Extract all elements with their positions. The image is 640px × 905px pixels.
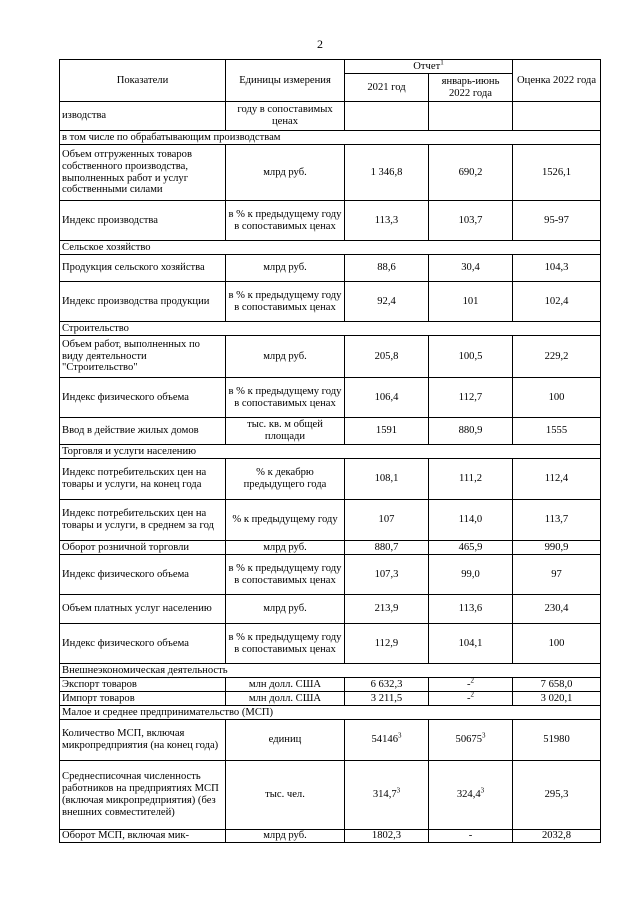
value-estimate-cell <box>513 761 601 830</box>
table-row <box>60 624 601 664</box>
indicator-cell <box>60 201 226 241</box>
value-2021-cell-text: 880,7 <box>374 541 399 553</box>
value-estimate-cell-text: 2032,8 <box>541 830 572 842</box>
value-estimate-cell-text: 229,2 <box>544 350 569 362</box>
value-2021-cell-text: 108,1 <box>374 473 399 485</box>
value-estimate-cell-text: 97 <box>551 568 562 580</box>
value-estimate-cell <box>513 555 601 595</box>
value-2021-cell <box>345 282 429 322</box>
indicator-cell-text: Экспорт товаров <box>62 678 137 690</box>
section-row <box>60 664 601 678</box>
value-2021-cell-text: 54146 <box>371 734 398 746</box>
table-row <box>60 761 601 830</box>
indicator-cell <box>60 500 226 541</box>
value-h1-2022-cell-text: 103,7 <box>458 214 483 226</box>
unit-cell-text: млн долл. США <box>248 678 322 690</box>
value-estimate-cell <box>513 102 601 131</box>
value-estimate-cell <box>513 541 601 555</box>
value-h1-2022-cell-text: - <box>468 830 473 842</box>
indicator-cell <box>60 255 226 282</box>
unit-cell <box>226 555 345 595</box>
value-h1-2022-cell <box>429 541 513 555</box>
table-row <box>60 255 601 282</box>
unit-cell <box>226 282 345 322</box>
value-2021-cell-text: 1591 <box>375 425 398 437</box>
value-h1-2022-cell-text: 324,4 <box>456 789 481 801</box>
unit-cell <box>226 678 345 692</box>
value-estimate-cell <box>513 500 601 541</box>
indicator-cell <box>60 102 226 131</box>
unit-cell <box>226 541 345 555</box>
footnote-ref: 3 <box>397 731 402 740</box>
value-h1-2022-cell <box>429 378 513 418</box>
unit-cell-text: в % к предыдущему году в сопоставимых ценах <box>228 631 342 655</box>
unit-cell-text: тыс. кв. м общей площади <box>247 419 323 442</box>
indicator-cell <box>60 830 226 843</box>
value-estimate-cell <box>513 378 601 418</box>
value-h1-2022-cell-text: 113,6 <box>458 603 483 615</box>
unit-cell <box>226 830 345 843</box>
value-estimate-cell <box>513 692 601 706</box>
value-estimate-cell-text: 295,3 <box>544 789 569 801</box>
indicator-cell-text: Индекс физического объема <box>62 391 189 403</box>
indicator-cell <box>60 624 226 664</box>
value-h1-2022-cell <box>429 201 513 241</box>
footnote-ref: 2 <box>470 676 475 685</box>
indicator-cell-text: Индекс физического объема <box>62 568 189 580</box>
indicator-cell-text: Среднесписочная численность работников на предприятиях МСП (включая микропредприятия) (без внешних совместителей) <box>62 771 219 818</box>
indicator-cell <box>60 541 226 555</box>
table-row <box>60 336 601 378</box>
value-h1-2022-cell-text: 104,1 <box>458 637 483 649</box>
value-2021-cell-text: 106,4 <box>374 391 399 403</box>
value-h1-2022-cell-text: 50675 <box>455 734 482 746</box>
value-estimate-cell-text: 100 <box>548 391 565 403</box>
unit-cell <box>226 418 345 445</box>
header-indicator: Показатели <box>60 60 226 102</box>
page-number: 2 <box>317 37 323 51</box>
unit-cell-text: млн долл. США <box>248 692 322 704</box>
value-h1-2022-cell <box>429 595 513 624</box>
value-h1-2022-cell-text: 690,2 <box>458 166 483 178</box>
value-h1-2022-cell-text: 880,9 <box>458 425 483 437</box>
value-2021-cell <box>345 255 429 282</box>
unit-cell-text: в % к предыдущему году в сопоставимых ценах <box>228 289 342 313</box>
footnote-ref: 2 <box>470 690 475 699</box>
value-estimate-cell <box>513 145 601 201</box>
unit-cell <box>226 336 345 378</box>
unit-cell <box>226 595 345 624</box>
value-2021-cell <box>345 692 429 706</box>
value-2021-cell <box>345 541 429 555</box>
unit-cell <box>226 255 345 282</box>
value-2021-cell <box>345 761 429 830</box>
section-row <box>60 445 601 459</box>
value-h1-2022-cell <box>429 145 513 201</box>
indicator-cell <box>60 595 226 624</box>
value-h1-2022-cell <box>429 720 513 761</box>
value-2021-cell-text: 205,8 <box>374 350 399 362</box>
value-h1-2022-cell-text: 465,9 <box>458 541 483 553</box>
value-2021-cell <box>345 378 429 418</box>
indicator-cell-text: Объем платных услуг населению <box>62 603 212 615</box>
value-2021-cell <box>345 145 429 201</box>
indicator-cell-text: Оборот розничной торговли <box>62 541 190 553</box>
value-estimate-cell <box>513 624 601 664</box>
indicators-table <box>59 59 601 843</box>
value-estimate-cell-text: 104,3 <box>544 262 569 274</box>
table-row <box>60 692 601 706</box>
section-title: Малое и среднее предпринимательство (МСП) <box>60 706 601 720</box>
unit-cell <box>226 102 345 131</box>
indicator-cell-text: Продукция сельского хозяйства <box>62 262 205 274</box>
indicator-cell <box>60 761 226 830</box>
indicator-cell-text: Индекс физического объема <box>62 637 189 649</box>
value-estimate-cell <box>513 336 601 378</box>
header-report <box>345 60 513 74</box>
table-header <box>60 60 601 102</box>
value-2021-cell-text: 112,9 <box>374 637 399 649</box>
value-h1-2022-cell-text: 100,5 <box>458 350 483 362</box>
table-row <box>60 459 601 500</box>
value-2021-cell <box>345 500 429 541</box>
section-title: Торговля и услуги населению <box>60 445 601 459</box>
value-h1-2022-cell-text: 112,7 <box>458 391 483 403</box>
value-h1-2022-cell-text: - <box>466 692 471 704</box>
table-row <box>60 418 601 445</box>
value-estimate-cell <box>513 282 601 322</box>
indicator-cell-text: Ввод в действие жилых домов <box>62 425 199 437</box>
unit-cell <box>226 720 345 761</box>
value-h1-2022-cell <box>429 102 513 131</box>
value-2021-cell-text: 107,3 <box>374 568 399 580</box>
header-estimate: Оценка 2022 года <box>513 60 601 102</box>
value-estimate-cell-text: 230,4 <box>544 603 569 615</box>
section-title: Сельское хозяйство <box>60 241 601 255</box>
footnote-ref: 3 <box>480 786 485 795</box>
table-row <box>60 830 601 843</box>
value-estimate-cell-text: 1526,1 <box>541 166 572 178</box>
value-2021-cell <box>345 830 429 843</box>
value-2021-cell-text: 107 <box>378 514 395 526</box>
value-estimate-cell <box>513 678 601 692</box>
unit-cell <box>226 145 345 201</box>
unit-cell-text: млрд руб. <box>263 541 307 553</box>
value-2021-cell-text: 213,9 <box>374 603 399 615</box>
value-2021-cell <box>345 595 429 624</box>
indicator-cell <box>60 336 226 378</box>
indicator-cell-text: Объем отгруженных товаров собственного производства, выполненных работ и услуг собственными силами <box>62 148 192 196</box>
table-row <box>60 145 601 201</box>
value-h1-2022-cell <box>429 336 513 378</box>
unit-cell <box>226 201 345 241</box>
value-h1-2022-cell <box>429 555 513 595</box>
value-2021-cell <box>345 555 429 595</box>
unit-cell-text: тыс. чел. <box>265 789 305 801</box>
indicator-cell-text: Индекс производства <box>62 214 158 226</box>
table-row <box>60 500 601 541</box>
footnote-ref: 3 <box>396 786 401 795</box>
indicator-cell-text: Объем работ, выполненных по виду деятельности "Строительство" <box>62 338 200 374</box>
section-title: Строительство <box>60 322 601 336</box>
indicator-cell-text: Индекс потребительских цен на товары и услуги, в среднем за год <box>62 508 214 531</box>
value-estimate-cell <box>513 418 601 445</box>
table-row <box>60 378 601 418</box>
table-row <box>60 595 601 624</box>
value-2021-cell <box>345 624 429 664</box>
value-2021-cell-text: 3 211,5 <box>370 692 403 704</box>
value-2021-cell <box>345 336 429 378</box>
unit-cell-text: млрд руб. <box>263 166 307 178</box>
value-estimate-cell-text: 51980 <box>543 734 570 746</box>
value-2021-cell <box>345 102 429 131</box>
value-h1-2022-cell-text: 30,4 <box>461 262 480 274</box>
unit-cell <box>226 761 345 830</box>
header-2021: 2021 год <box>345 74 429 102</box>
value-h1-2022-cell <box>429 418 513 445</box>
header-units: Единицы измерения <box>226 60 345 102</box>
value-estimate-cell-text: 95-97 <box>544 214 569 226</box>
value-estimate-cell <box>513 595 601 624</box>
indicator-cell-text: Количество МСП, включая микропредприятия (на конец года) <box>62 728 219 751</box>
indicator-cell-text: Оборот МСП, включая мик- <box>62 830 190 842</box>
value-2021-cell-text: 314,7 <box>372 789 397 801</box>
unit-cell-text: году в сопоставимых ценах <box>237 104 333 127</box>
footnote-ref: 1 <box>440 58 444 67</box>
value-h1-2022-cell <box>429 624 513 664</box>
value-h1-2022-cell-text: 114,0 <box>458 514 483 526</box>
table-row <box>60 555 601 595</box>
table-row <box>60 720 601 761</box>
table-row <box>60 678 601 692</box>
section-row <box>60 131 601 145</box>
value-h1-2022-cell-text: - <box>466 678 471 690</box>
value-h1-2022-cell-text: 101 <box>462 295 479 307</box>
table-row <box>60 102 601 131</box>
value-estimate-cell-text: 7 658,0 <box>540 678 573 690</box>
indicator-cell <box>60 678 226 692</box>
table-body <box>60 102 601 843</box>
unit-cell <box>226 378 345 418</box>
unit-cell-text: % к декабрю предыдущего года <box>243 467 327 490</box>
unit-cell-text: млрд руб. <box>263 350 307 362</box>
indicator-cell <box>60 418 226 445</box>
value-h1-2022-cell <box>429 459 513 500</box>
table-row <box>60 201 601 241</box>
indicator-cell <box>60 378 226 418</box>
unit-cell-text: единиц <box>268 734 302 746</box>
section-title: Внешнеэкономическая деятельность <box>60 664 601 678</box>
section-row <box>60 241 601 255</box>
section-row <box>60 322 601 336</box>
value-estimate-cell-text: 112,4 <box>544 473 569 485</box>
indicator-cell-text: Индекс потребительских цен на товары и услуги, на конец года <box>62 467 207 490</box>
section-title: в том числе по обрабатывающим производствам <box>60 131 601 145</box>
indicator-cell-text: Импорт товаров <box>62 692 135 704</box>
value-estimate-cell-text: 1555 <box>545 425 568 437</box>
value-estimate-cell-text: 3 020,1 <box>540 692 573 704</box>
value-estimate-cell <box>513 459 601 500</box>
unit-cell <box>226 692 345 706</box>
value-h1-2022-cell <box>429 761 513 830</box>
value-h1-2022-cell <box>429 282 513 322</box>
value-h1-2022-cell <box>429 500 513 541</box>
unit-cell <box>226 500 345 541</box>
value-h1-2022-cell <box>429 830 513 843</box>
value-2021-cell-text: 6 632,3 <box>370 678 403 690</box>
indicator-cell <box>60 459 226 500</box>
unit-cell-text: в % к предыдущему году в сопоставимых ценах <box>228 208 342 232</box>
value-estimate-cell <box>513 255 601 282</box>
unit-cell-text: млрд руб. <box>263 603 307 615</box>
unit-cell-text: млрд руб. <box>263 830 307 842</box>
value-estimate-cell <box>513 830 601 843</box>
unit-cell <box>226 459 345 500</box>
value-2021-cell-text: 1802,3 <box>371 830 402 842</box>
value-2021-cell <box>345 720 429 761</box>
value-2021-cell-text: 1 346,8 <box>370 166 403 178</box>
value-estimate-cell-text: 102,4 <box>544 295 569 307</box>
value-2021-cell <box>345 418 429 445</box>
value-2021-cell <box>345 459 429 500</box>
table-row <box>60 541 601 555</box>
value-estimate-cell <box>513 720 601 761</box>
indicator-cell <box>60 282 226 322</box>
value-h1-2022-cell-text: 99,0 <box>461 568 480 580</box>
value-2021-cell-text: 113,3 <box>374 214 399 226</box>
unit-cell-text: млрд руб. <box>263 262 307 274</box>
value-h1-2022-cell-text: 111,2 <box>458 473 483 485</box>
indicator-cell-text: Индекс производства продукции <box>62 295 210 307</box>
value-2021-cell <box>345 201 429 241</box>
indicator-cell <box>60 720 226 761</box>
indicator-cell <box>60 692 226 706</box>
header-report-label: Отчет <box>413 60 441 72</box>
indicator-cell-text: изводства <box>62 110 107 122</box>
unit-cell <box>226 624 345 664</box>
unit-cell-text: в % к предыдущему году в сопоставимых ценах <box>228 562 342 586</box>
indicator-cell <box>60 145 226 201</box>
value-estimate-cell-text: 100 <box>548 637 565 649</box>
header-h1-2022: январь-июнь 2022 года <box>429 74 513 102</box>
value-estimate-cell-text: 990,9 <box>544 541 569 553</box>
value-estimate-cell-text: 113,7 <box>544 514 569 526</box>
value-2021-cell <box>345 678 429 692</box>
value-h1-2022-cell <box>429 692 513 706</box>
value-h1-2022-cell <box>429 255 513 282</box>
unit-cell-text: в % к предыдущему году в сопоставимых ценах <box>228 385 342 409</box>
footnote-ref: 3 <box>482 731 486 740</box>
value-2021-cell-text: 92,4 <box>377 295 396 307</box>
section-row <box>60 706 601 720</box>
indicator-cell <box>60 555 226 595</box>
unit-cell-text: % к предыдущему году <box>232 514 338 526</box>
value-estimate-cell <box>513 201 601 241</box>
table-row <box>60 282 601 322</box>
value-2021-cell-text: 88,6 <box>377 262 396 274</box>
